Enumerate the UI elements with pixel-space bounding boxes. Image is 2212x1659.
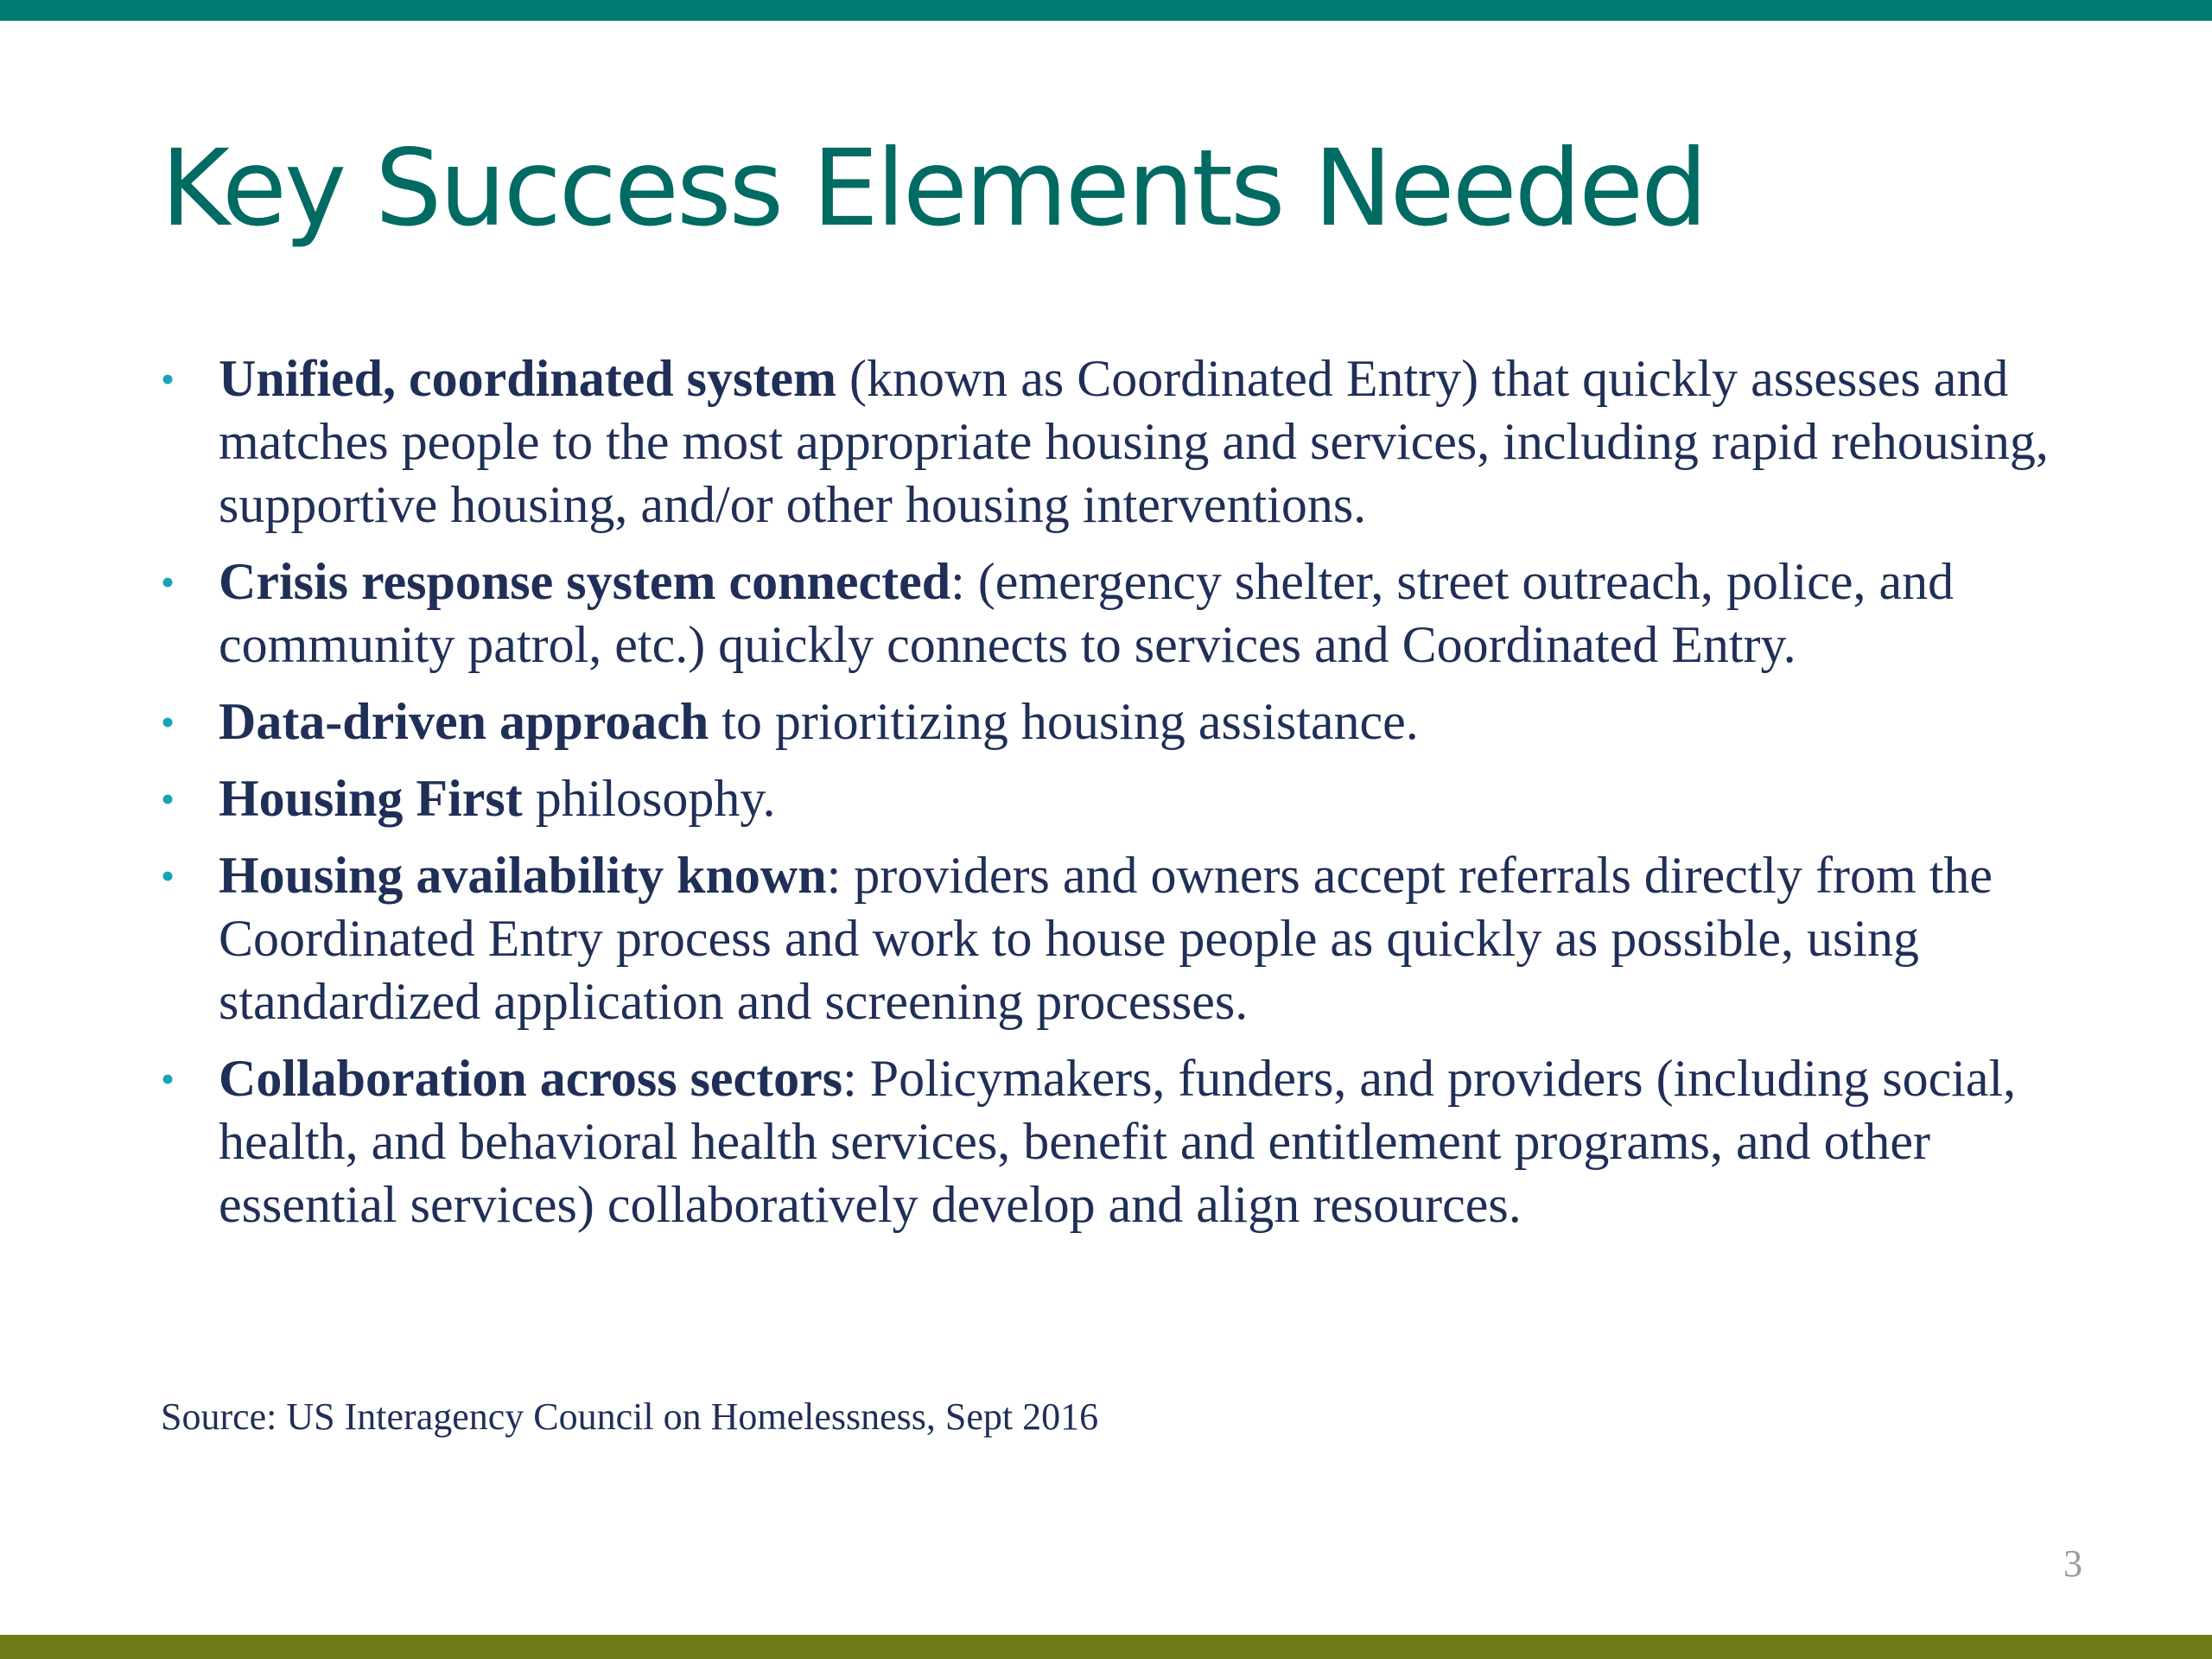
bullet-text: (known as Coordinated Entry) that quickly assesses and matches people to the most appropriate housing and services, including rapid rehousing, supportive housing, and/or other housing interventions. (219, 350, 2049, 533)
bullet-bold-text: Data-driven approach (219, 693, 709, 750)
bullet-bold-text: Crisis response system connected (219, 553, 951, 610)
bullet-dot-icon: • (161, 777, 175, 821)
bullet-dot-icon: • (161, 854, 175, 898)
bullet-bold-text: Housing First (219, 770, 523, 827)
bottom-accent-bar (0, 1635, 2212, 1659)
bullet-dot-icon: • (161, 357, 175, 401)
bullet-item-housing-availability (161, 844, 2096, 1033)
bullet-text: : providers and owners accept referrals directly from the Coordinated Entry process and work to house people as quickly as possible, using standardized application and screening processes. (219, 847, 1993, 1030)
bullet-dot-icon: • (161, 700, 175, 744)
bullet-dot-icon: • (161, 1057, 175, 1101)
bullet-list (161, 347, 2096, 1250)
bullet-item-collaboration (161, 1047, 2096, 1236)
bullet-item-housing-first (161, 767, 2096, 830)
bullet-dot-icon: • (161, 560, 175, 604)
bullet-item-unified-system (161, 347, 2096, 537)
page-number: 3 (2063, 1542, 2082, 1585)
bullet-item-crisis-response (161, 550, 2096, 677)
bullet-bold-text: Housing availability known (219, 847, 827, 904)
bullet-item-data-driven (161, 690, 2096, 753)
top-accent-bar (0, 0, 2212, 21)
slide-title: Key Success Elements Needed (161, 127, 1706, 250)
bullet-text: : (emergency shelter, street outreach, police, and community patrol, etc.) quickly connects to services and Coordinated Entry. (219, 553, 1955, 673)
bullet-text: to prioritizing housing assistance. (709, 693, 1419, 750)
source-citation: Source: US Interagency Council on Homelessness, Sept 2016 (161, 1395, 1099, 1438)
bullet-bold-text: Collaboration across sectors (219, 1050, 843, 1107)
bullet-text: : Policymakers, funders, and providers (including social, health, and behavioral health services, benefit and entitlement programs, and other essential services) collaboratively develop and align resources. (219, 1050, 2017, 1233)
bullet-text: philosophy. (522, 770, 776, 827)
bullet-bold-text: Unified, coordinated system (219, 350, 836, 407)
